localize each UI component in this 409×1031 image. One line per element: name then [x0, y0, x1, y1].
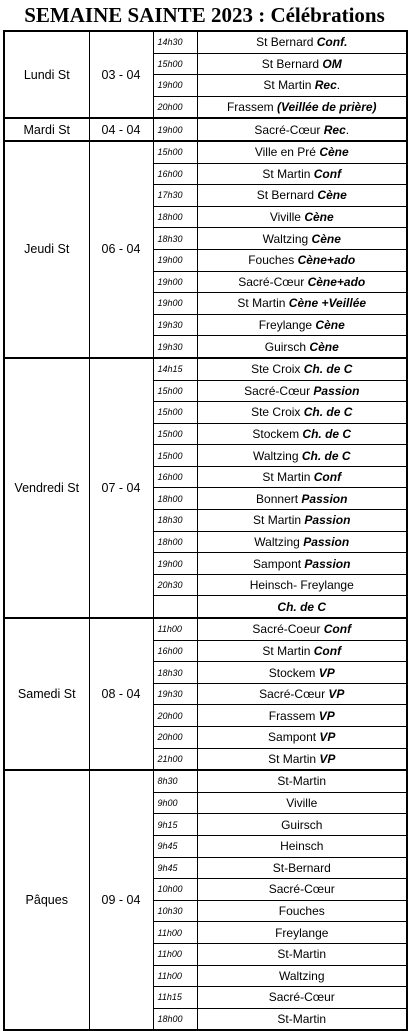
place-name: Waltzing: [254, 534, 304, 549]
celebration-cell: [197, 141, 407, 163]
rite-label: Passion: [303, 534, 350, 549]
place-name: St Martin: [262, 470, 314, 485]
celebration-cell: [197, 705, 407, 727]
place-name: St Martin: [262, 643, 314, 658]
celebration-cell: [197, 402, 407, 424]
rite-label: Cène: [319, 145, 349, 160]
time-cell: 15h00: [153, 402, 197, 424]
celebration-cell: [197, 835, 407, 857]
celebration-cell: [197, 662, 407, 684]
celebration-cell: [197, 249, 407, 271]
place-name: St-Martin: [277, 947, 327, 962]
time-cell: 20h00: [153, 727, 197, 749]
celebration-cell: [197, 683, 407, 705]
celebration-cell: [197, 185, 407, 207]
time-cell: 11h00: [153, 965, 197, 987]
place-name: Sacré-Cœur: [238, 274, 308, 289]
celebration-cell: [197, 987, 407, 1009]
celebration-cell: [197, 466, 407, 488]
schedule-row: [4, 358, 407, 380]
celebration-cell: [197, 118, 407, 141]
celebration-cell: [197, 423, 407, 445]
time-cell: 15h00: [153, 423, 197, 445]
time-cell: 9h15: [153, 814, 197, 836]
celebration-cell: [197, 510, 407, 532]
celebration-cell: [197, 574, 407, 596]
celebration-cell: [197, 531, 407, 553]
celebration-cell: [197, 1008, 407, 1030]
celebration-cell: [197, 358, 407, 380]
rite-label: VP: [318, 708, 335, 723]
celebration-cell: [197, 380, 407, 402]
date-cell: 03 - 04: [89, 31, 153, 118]
celebration-cell: [197, 748, 407, 770]
rite-label: Passion: [304, 556, 351, 571]
time-cell: 21h00: [153, 748, 197, 770]
place-name: Stockem: [268, 665, 319, 680]
place-name: Ste Croix: [251, 362, 304, 377]
place-name: Freylange: [275, 925, 329, 940]
time-cell: 18h00: [153, 531, 197, 553]
rite-label: Cène: [317, 188, 347, 203]
schedule-row: [4, 770, 407, 792]
time-cell: [153, 596, 197, 618]
rite-suffix: .: [336, 78, 341, 93]
schedule-table: [3, 30, 408, 1031]
celebration-cell: [197, 336, 407, 358]
rite-label: VP: [319, 730, 336, 745]
place-name: St-Martin: [277, 774, 327, 789]
time-cell: 18h30: [153, 228, 197, 250]
rite-label: VP: [328, 687, 345, 702]
day-cell: Jeudi St: [4, 141, 89, 358]
time-cell: 11h00: [153, 922, 197, 944]
place-name: Guirsch: [264, 339, 310, 354]
date-cell: 09 - 04: [89, 770, 153, 1030]
place-name: Bonnert: [256, 491, 302, 506]
rite-label: (Veillée de prière): [276, 100, 377, 115]
time-cell: 18h00: [153, 1008, 197, 1030]
time-cell: 18h30: [153, 510, 197, 532]
rite-label: Cène: [309, 339, 339, 354]
rite-label: Conf: [323, 622, 352, 637]
rite-label: Conf: [313, 643, 342, 658]
place-name: Waltzing: [278, 968, 325, 983]
time-cell: 11h00: [153, 943, 197, 965]
rite-label: Rec: [323, 122, 346, 137]
rite-label: Cène: [311, 231, 341, 246]
day-cell: Pâques: [4, 770, 89, 1030]
time-cell: 11h15: [153, 987, 197, 1009]
date-cell: 04 - 04: [89, 118, 153, 141]
place-name: Sacré-Cœur: [268, 990, 335, 1005]
celebration-cell: [197, 31, 407, 53]
schedule-row: [4, 141, 407, 163]
celebration-cell: [197, 293, 407, 315]
time-cell: 20h30: [153, 574, 197, 596]
celebration-cell: [197, 163, 407, 185]
celebration-cell: [197, 618, 407, 640]
place-name: Sampont: [253, 556, 305, 571]
place-name: St Bernard: [261, 56, 323, 71]
place-name: Freylange: [258, 318, 316, 333]
day-cell: Vendredi St: [4, 358, 89, 618]
place-name: Stockem: [252, 426, 303, 441]
place-name: Sacré-Cœur: [254, 122, 324, 137]
time-cell: 19h00: [153, 293, 197, 315]
rite-suffix: .: [345, 122, 350, 137]
time-cell: 18h30: [153, 662, 197, 684]
time-cell: 9h45: [153, 857, 197, 879]
date-cell: 08 - 04: [89, 618, 153, 770]
place-name: Sacré-Cœur: [268, 882, 335, 897]
place-name: St Martin: [253, 513, 305, 528]
rite-label: Passion: [313, 383, 360, 398]
celebration-cell: [197, 445, 407, 467]
time-cell: 15h00: [153, 380, 197, 402]
time-cell: 18h00: [153, 206, 197, 228]
rite-label: Ch. de C: [301, 448, 351, 463]
place-name: Viville: [286, 796, 318, 811]
rite-label: Cène +Veillée: [288, 296, 367, 311]
time-cell: 19h00: [153, 118, 197, 141]
time-cell: 9h00: [153, 792, 197, 814]
celebration-cell: [197, 857, 407, 879]
celebration-cell: [197, 814, 407, 836]
place-name: Fouches: [278, 904, 325, 919]
celebration-cell: [197, 75, 407, 97]
rite-label: VP: [319, 751, 336, 766]
celebration-cell: [197, 553, 407, 575]
time-cell: 19h00: [153, 271, 197, 293]
place-name: Fouches: [248, 253, 298, 268]
time-cell: 16h00: [153, 466, 197, 488]
time-cell: 11h00: [153, 618, 197, 640]
rite-label: Cène+ado: [307, 274, 366, 289]
place-name: Sacré-Cœur: [244, 383, 314, 398]
place-name: St Bernard: [256, 35, 317, 50]
rite-label: Passion: [301, 491, 348, 506]
rite-label: Cène: [315, 318, 345, 333]
place-name: St Bernard: [256, 188, 318, 203]
place-name: Frassem: [226, 100, 277, 115]
celebration-cell: [197, 727, 407, 749]
rite-label: OM: [322, 56, 342, 71]
schedule-row: [4, 618, 407, 640]
celebration-cell: [197, 879, 407, 901]
rite-label: Ch. de C: [277, 599, 327, 614]
celebration-cell: [197, 596, 407, 618]
celebration-cell: [197, 922, 407, 944]
day-cell: Mardi St: [4, 118, 89, 141]
celebration-cell: [197, 206, 407, 228]
rite-label: Conf.: [316, 35, 348, 50]
day-cell: Lundi St: [4, 31, 89, 118]
date-cell: 06 - 04: [89, 141, 153, 358]
rite-label: Cène+ado: [297, 253, 356, 268]
time-cell: 10h30: [153, 900, 197, 922]
time-cell: 14h30: [153, 31, 197, 53]
rite-label: Conf: [313, 470, 342, 485]
time-cell: 19h00: [153, 553, 197, 575]
rite-label: Rec: [314, 78, 337, 93]
time-cell: 16h00: [153, 163, 197, 185]
time-cell: 19h30: [153, 336, 197, 358]
time-cell: 16h00: [153, 640, 197, 662]
time-cell: 19h00: [153, 249, 197, 271]
place-name: St Martin: [263, 78, 315, 93]
celebration-cell: [197, 314, 407, 336]
celebration-cell: [197, 488, 407, 510]
day-cell: Samedi St: [4, 618, 89, 770]
place-name: Frassem: [268, 708, 319, 723]
celebration-cell: [197, 640, 407, 662]
schedule-body: [4, 31, 407, 1030]
celebration-cell: [197, 900, 407, 922]
time-cell: 8h30: [153, 770, 197, 792]
celebration-cell: [197, 943, 407, 965]
time-cell: 20h00: [153, 96, 197, 118]
place-name: Waltzing: [252, 448, 302, 463]
celebration-cell: [197, 96, 407, 118]
time-cell: 15h00: [153, 53, 197, 75]
place-name: Sacré-Coeur: [252, 622, 324, 637]
time-cell: 19h00: [153, 75, 197, 97]
time-cell: 10h00: [153, 879, 197, 901]
place-name: St-Martin: [277, 1012, 327, 1027]
rite-label: Conf: [313, 166, 342, 181]
schedule-row: [4, 31, 407, 53]
celebration-cell: [197, 228, 407, 250]
celebration-cell: [197, 271, 407, 293]
time-cell: 14h15: [153, 358, 197, 380]
place-name: St Martin: [268, 751, 320, 766]
time-cell: 18h00: [153, 488, 197, 510]
rite-label: Ch. de C: [302, 426, 352, 441]
time-cell: 19h30: [153, 683, 197, 705]
place-name: Viville: [269, 210, 305, 225]
place-name: Guirsch: [281, 817, 323, 832]
rite-label: VP: [318, 665, 335, 680]
celebration-cell: [197, 770, 407, 792]
rite-label: Ch. de C: [303, 405, 353, 420]
page-title: SEMAINE SAINTE 2023 : Célébrations: [24, 3, 385, 27]
place-name: St Martin: [262, 166, 314, 181]
place-name: Heinsch: [280, 839, 324, 854]
time-cell: 15h00: [153, 141, 197, 163]
time-cell: 19h30: [153, 314, 197, 336]
rite-label: Cène: [304, 210, 334, 225]
celebration-cell: [197, 965, 407, 987]
place-name: Ville en Pré: [254, 145, 320, 160]
place-name: Sacré-Cœur: [259, 687, 329, 702]
schedule-row: [4, 118, 407, 141]
time-cell: 15h00: [153, 445, 197, 467]
time-cell: 9h45: [153, 835, 197, 857]
celebration-cell: [197, 792, 407, 814]
celebration-cell: [197, 53, 407, 75]
place-name: Sampont: [268, 730, 320, 745]
date-cell: 07 - 04: [89, 358, 153, 618]
place-name: Heinsch- Freylange: [249, 578, 354, 593]
place-name: Ste Croix: [251, 405, 304, 420]
rite-label: Passion: [304, 513, 351, 528]
time-cell: 20h00: [153, 705, 197, 727]
place-name: St Martin: [237, 296, 289, 311]
place-name: Waltzing: [262, 231, 312, 246]
time-cell: 17h30: [153, 185, 197, 207]
place-name: St-Bernard: [272, 860, 331, 875]
rite-label: Ch. de C: [303, 362, 353, 377]
